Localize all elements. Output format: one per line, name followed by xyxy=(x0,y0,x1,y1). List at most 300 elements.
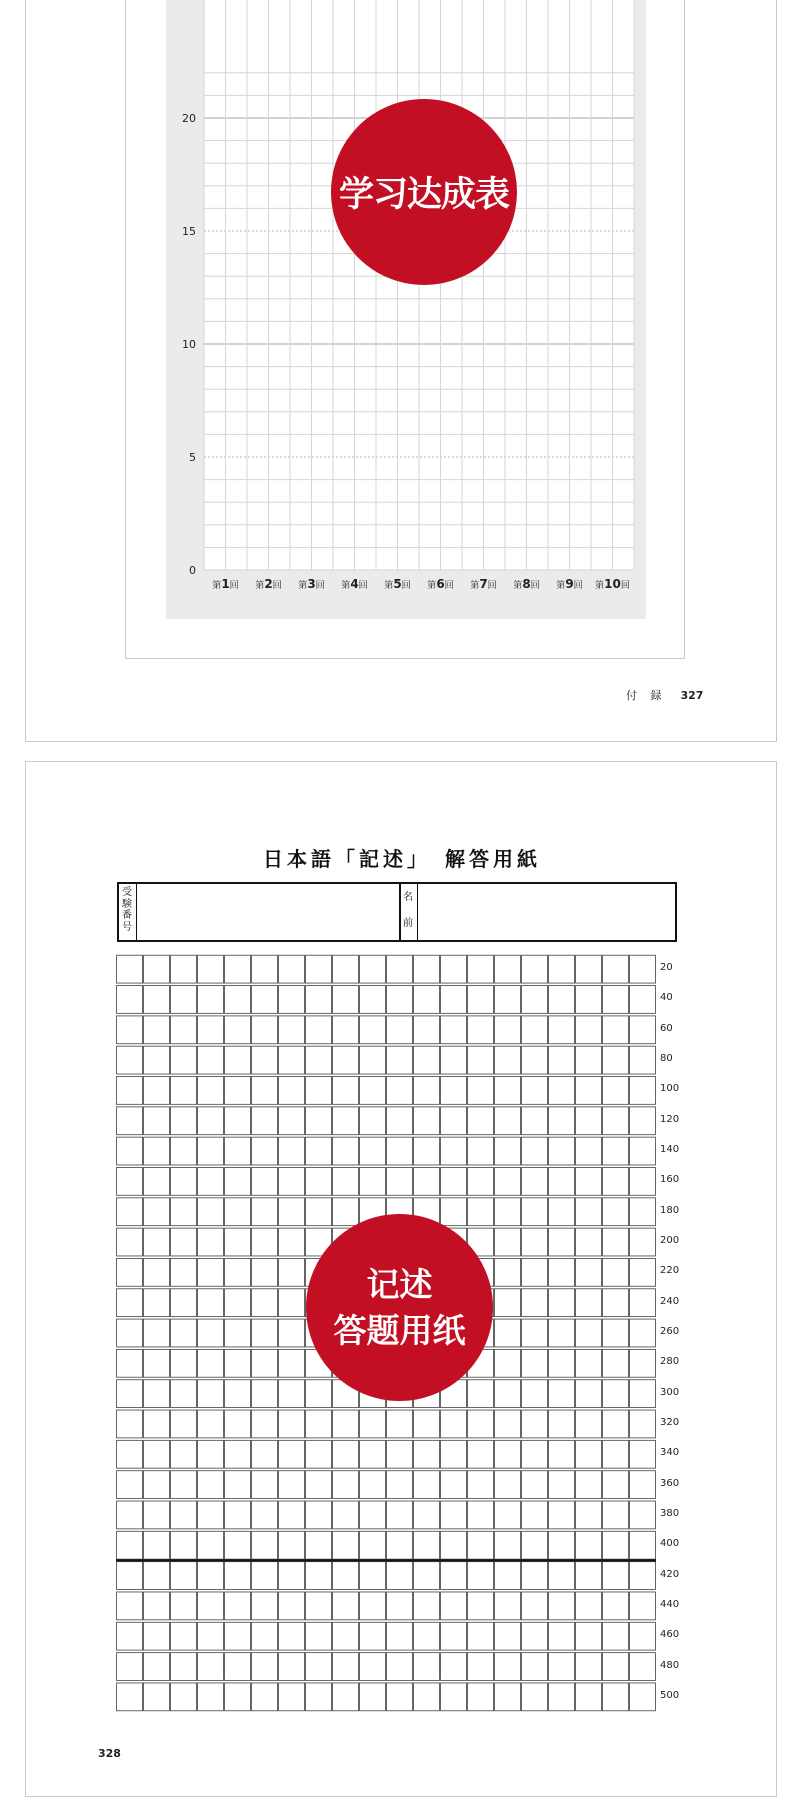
grid-cell[interactable] xyxy=(333,1622,359,1650)
grid-cell[interactable] xyxy=(603,1258,629,1286)
grid-cell[interactable] xyxy=(360,1137,386,1165)
grid-cell[interactable] xyxy=(495,1562,521,1590)
grid-cell[interactable] xyxy=(360,1046,386,1074)
grid-cell[interactable] xyxy=(630,955,656,983)
grid-cell[interactable] xyxy=(225,1501,251,1529)
grid-cell[interactable] xyxy=(279,1471,305,1499)
grid-cell[interactable] xyxy=(360,986,386,1014)
grid-cell[interactable] xyxy=(495,1107,521,1135)
grid-cell[interactable] xyxy=(279,1016,305,1044)
grid-cell[interactable] xyxy=(171,1167,197,1195)
grid-cell[interactable] xyxy=(387,986,413,1014)
grid-cell[interactable] xyxy=(144,1198,170,1226)
grid-cell[interactable] xyxy=(117,1107,143,1135)
grid-cell[interactable] xyxy=(333,1440,359,1468)
grid-cell[interactable] xyxy=(468,1531,494,1559)
grid-cell[interactable] xyxy=(198,1653,224,1681)
grid-cell[interactable] xyxy=(576,986,602,1014)
grid-cell[interactable] xyxy=(630,1440,656,1468)
grid-cell[interactable] xyxy=(495,1349,521,1377)
grid-cell[interactable] xyxy=(225,1410,251,1438)
grid-cell[interactable] xyxy=(360,1167,386,1195)
grid-cell[interactable] xyxy=(306,1198,332,1226)
grid-cell[interactable] xyxy=(144,1137,170,1165)
grid-cell[interactable] xyxy=(279,1077,305,1105)
grid-cell[interactable] xyxy=(468,1471,494,1499)
grid-cell[interactable] xyxy=(522,1622,548,1650)
grid-cell[interactable] xyxy=(279,955,305,983)
grid-cell[interactable] xyxy=(144,1319,170,1347)
grid-cell[interactable] xyxy=(144,1167,170,1195)
grid-cell[interactable] xyxy=(117,1380,143,1408)
grid-cell[interactable] xyxy=(252,1198,278,1226)
grid-cell[interactable] xyxy=(414,1167,440,1195)
grid-cell[interactable] xyxy=(495,955,521,983)
grid-cell[interactable] xyxy=(252,1077,278,1105)
grid-cell[interactable] xyxy=(117,1077,143,1105)
grid-cell[interactable] xyxy=(225,986,251,1014)
grid-cell[interactable] xyxy=(171,1592,197,1620)
grid-cell[interactable] xyxy=(576,1653,602,1681)
grid-cell[interactable] xyxy=(630,1016,656,1044)
grid-cell[interactable] xyxy=(117,986,143,1014)
grid-cell[interactable] xyxy=(117,1137,143,1165)
grid-cell[interactable] xyxy=(279,1440,305,1468)
grid-cell[interactable] xyxy=(198,1622,224,1650)
grid-cell[interactable] xyxy=(360,1440,386,1468)
grid-cell[interactable] xyxy=(171,1562,197,1590)
exam-number-field[interactable] xyxy=(137,884,399,940)
grid-cell[interactable] xyxy=(630,1137,656,1165)
grid-cell[interactable] xyxy=(198,1683,224,1711)
grid-cell[interactable] xyxy=(198,1137,224,1165)
grid-cell[interactable] xyxy=(279,986,305,1014)
grid-cell[interactable] xyxy=(225,1046,251,1074)
grid-cell[interactable] xyxy=(576,1016,602,1044)
grid-cell[interactable] xyxy=(522,955,548,983)
grid-cell[interactable] xyxy=(495,1228,521,1256)
grid-cell[interactable] xyxy=(117,1258,143,1286)
grid-cell[interactable] xyxy=(549,1501,575,1529)
grid-cell[interactable] xyxy=(360,1107,386,1135)
grid-cell[interactable] xyxy=(495,1471,521,1499)
grid-cell[interactable] xyxy=(171,1289,197,1317)
grid-cell[interactable] xyxy=(549,1349,575,1377)
grid-cell[interactable] xyxy=(387,1167,413,1195)
grid-cell[interactable] xyxy=(387,1653,413,1681)
grid-cell[interactable] xyxy=(630,1531,656,1559)
grid-cell[interactable] xyxy=(414,1501,440,1529)
grid-cell[interactable] xyxy=(630,1228,656,1256)
grid-cell[interactable] xyxy=(630,1077,656,1105)
grid-cell[interactable] xyxy=(252,1107,278,1135)
grid-cell[interactable] xyxy=(441,1622,467,1650)
grid-cell[interactable] xyxy=(441,1471,467,1499)
grid-cell[interactable] xyxy=(549,986,575,1014)
grid-cell[interactable] xyxy=(225,1349,251,1377)
grid-cell[interactable] xyxy=(144,1683,170,1711)
grid-cell[interactable] xyxy=(279,1562,305,1590)
grid-cell[interactable] xyxy=(252,1137,278,1165)
grid-cell[interactable] xyxy=(333,1107,359,1135)
grid-cell[interactable] xyxy=(387,1046,413,1074)
grid-cell[interactable] xyxy=(144,1410,170,1438)
grid-cell[interactable] xyxy=(171,1683,197,1711)
grid-cell[interactable] xyxy=(306,1501,332,1529)
grid-cell[interactable] xyxy=(360,1653,386,1681)
grid-cell[interactable] xyxy=(414,1683,440,1711)
grid-cell[interactable] xyxy=(171,986,197,1014)
grid-cell[interactable] xyxy=(630,1167,656,1195)
grid-cell[interactable] xyxy=(549,1653,575,1681)
grid-cell[interactable] xyxy=(198,1380,224,1408)
grid-cell[interactable] xyxy=(279,1622,305,1650)
grid-cell[interactable] xyxy=(225,1167,251,1195)
grid-cell[interactable] xyxy=(225,1289,251,1317)
grid-cell[interactable] xyxy=(603,1592,629,1620)
grid-cell[interactable] xyxy=(603,1622,629,1650)
grid-cell[interactable] xyxy=(117,1319,143,1347)
grid-cell[interactable] xyxy=(117,1289,143,1317)
grid-cell[interactable] xyxy=(333,1410,359,1438)
grid-cell[interactable] xyxy=(171,1228,197,1256)
grid-cell[interactable] xyxy=(495,1531,521,1559)
grid-cell[interactable] xyxy=(333,1683,359,1711)
grid-cell[interactable] xyxy=(360,1016,386,1044)
grid-cell[interactable] xyxy=(630,1319,656,1347)
grid-cell[interactable] xyxy=(144,1440,170,1468)
grid-cell[interactable] xyxy=(468,1380,494,1408)
grid-cell[interactable] xyxy=(549,1077,575,1105)
grid-cell[interactable] xyxy=(252,1471,278,1499)
grid-cell[interactable] xyxy=(576,1228,602,1256)
grid-cell[interactable] xyxy=(468,1653,494,1681)
grid-cell[interactable] xyxy=(144,1380,170,1408)
grid-cell[interactable] xyxy=(522,1471,548,1499)
grid-cell[interactable] xyxy=(252,1501,278,1529)
grid-cell[interactable] xyxy=(225,1531,251,1559)
grid-cell[interactable] xyxy=(360,1410,386,1438)
grid-cell[interactable] xyxy=(468,1107,494,1135)
grid-cell[interactable] xyxy=(171,1501,197,1529)
grid-cell[interactable] xyxy=(441,1107,467,1135)
grid-cell[interactable] xyxy=(252,1046,278,1074)
grid-cell[interactable] xyxy=(576,955,602,983)
grid-cell[interactable] xyxy=(549,1683,575,1711)
grid-cell[interactable] xyxy=(468,1562,494,1590)
grid-cell[interactable] xyxy=(414,1137,440,1165)
grid-cell[interactable] xyxy=(306,1380,332,1408)
grid-cell[interactable] xyxy=(117,1198,143,1226)
grid-cell[interactable] xyxy=(225,1319,251,1347)
grid-cell[interactable] xyxy=(333,1531,359,1559)
grid-cell[interactable] xyxy=(360,955,386,983)
grid-cell[interactable] xyxy=(441,1137,467,1165)
grid-cell[interactable] xyxy=(441,986,467,1014)
grid-cell[interactable] xyxy=(495,1501,521,1529)
grid-cell[interactable] xyxy=(387,1440,413,1468)
grid-cell[interactable] xyxy=(387,1137,413,1165)
grid-cell[interactable] xyxy=(144,1471,170,1499)
grid-cell[interactable] xyxy=(387,1562,413,1590)
grid-cell[interactable] xyxy=(144,1046,170,1074)
grid-cell[interactable] xyxy=(279,1289,305,1317)
grid-cell[interactable] xyxy=(333,1562,359,1590)
grid-cell[interactable] xyxy=(387,1683,413,1711)
grid-cell[interactable] xyxy=(306,1046,332,1074)
grid-cell[interactable] xyxy=(414,1016,440,1044)
grid-cell[interactable] xyxy=(576,1167,602,1195)
grid-cell[interactable] xyxy=(603,1228,629,1256)
grid-cell[interactable] xyxy=(306,1653,332,1681)
grid-cell[interactable] xyxy=(630,1683,656,1711)
grid-cell[interactable] xyxy=(495,1016,521,1044)
grid-cell[interactable] xyxy=(171,1349,197,1377)
grid-cell[interactable] xyxy=(603,1440,629,1468)
grid-cell[interactable] xyxy=(549,1258,575,1286)
grid-cell[interactable] xyxy=(468,1592,494,1620)
grid-cell[interactable] xyxy=(495,1137,521,1165)
grid-cell[interactable] xyxy=(252,1622,278,1650)
grid-cell[interactable] xyxy=(495,1622,521,1650)
grid-cell[interactable] xyxy=(333,1077,359,1105)
grid-cell[interactable] xyxy=(468,1440,494,1468)
grid-cell[interactable] xyxy=(279,1107,305,1135)
grid-cell[interactable] xyxy=(441,1167,467,1195)
grid-cell[interactable] xyxy=(225,955,251,983)
grid-cell[interactable] xyxy=(279,1501,305,1529)
grid-cell[interactable] xyxy=(549,1440,575,1468)
grid-cell[interactable] xyxy=(603,1137,629,1165)
grid-cell[interactable] xyxy=(333,1592,359,1620)
grid-cell[interactable] xyxy=(630,1349,656,1377)
grid-cell[interactable] xyxy=(441,1410,467,1438)
grid-cell[interactable] xyxy=(603,1319,629,1347)
grid-cell[interactable] xyxy=(522,1501,548,1529)
grid-cell[interactable] xyxy=(333,955,359,983)
grid-cell[interactable] xyxy=(630,1289,656,1317)
grid-cell[interactable] xyxy=(522,1258,548,1286)
grid-cell[interactable] xyxy=(171,1077,197,1105)
grid-cell[interactable] xyxy=(441,1077,467,1105)
grid-cell[interactable] xyxy=(603,1349,629,1377)
grid-cell[interactable] xyxy=(603,1410,629,1438)
grid-cell[interactable] xyxy=(522,1592,548,1620)
grid-cell[interactable] xyxy=(117,1440,143,1468)
grid-cell[interactable] xyxy=(576,1531,602,1559)
grid-cell[interactable] xyxy=(522,986,548,1014)
grid-cell[interactable] xyxy=(495,1319,521,1347)
grid-cell[interactable] xyxy=(252,955,278,983)
grid-cell[interactable] xyxy=(630,1046,656,1074)
grid-cell[interactable] xyxy=(198,1410,224,1438)
grid-cell[interactable] xyxy=(333,1137,359,1165)
grid-cell[interactable] xyxy=(387,1077,413,1105)
grid-cell[interactable] xyxy=(495,986,521,1014)
grid-cell[interactable] xyxy=(198,1289,224,1317)
name-field[interactable] xyxy=(419,884,675,940)
grid-cell[interactable] xyxy=(630,1380,656,1408)
grid-cell[interactable] xyxy=(252,1440,278,1468)
grid-cell[interactable] xyxy=(603,986,629,1014)
grid-cell[interactable] xyxy=(495,1683,521,1711)
grid-cell[interactable] xyxy=(117,1592,143,1620)
grid-cell[interactable] xyxy=(117,1167,143,1195)
grid-cell[interactable] xyxy=(522,1167,548,1195)
grid-cell[interactable] xyxy=(171,1046,197,1074)
grid-cell[interactable] xyxy=(387,1016,413,1044)
grid-cell[interactable] xyxy=(225,1562,251,1590)
grid-cell[interactable] xyxy=(117,1471,143,1499)
grid-cell[interactable] xyxy=(549,1471,575,1499)
grid-cell[interactable] xyxy=(279,1410,305,1438)
grid-cell[interactable] xyxy=(198,1501,224,1529)
grid-cell[interactable] xyxy=(576,1592,602,1620)
grid-cell[interactable] xyxy=(360,1077,386,1105)
grid-cell[interactable] xyxy=(522,1410,548,1438)
grid-cell[interactable] xyxy=(171,1319,197,1347)
grid-cell[interactable] xyxy=(252,1319,278,1347)
grid-cell[interactable] xyxy=(333,1653,359,1681)
grid-cell[interactable] xyxy=(468,1410,494,1438)
grid-cell[interactable] xyxy=(576,1258,602,1286)
grid-cell[interactable] xyxy=(225,1228,251,1256)
grid-cell[interactable] xyxy=(387,955,413,983)
grid-cell[interactable] xyxy=(171,1622,197,1650)
grid-cell[interactable] xyxy=(225,1592,251,1620)
grid-cell[interactable] xyxy=(360,1531,386,1559)
grid-cell[interactable] xyxy=(198,1107,224,1135)
grid-cell[interactable] xyxy=(117,1653,143,1681)
grid-cell[interactable] xyxy=(198,1258,224,1286)
grid-cell[interactable] xyxy=(576,1137,602,1165)
grid-cell[interactable] xyxy=(306,1471,332,1499)
grid-cell[interactable] xyxy=(279,1349,305,1377)
grid-cell[interactable] xyxy=(306,1562,332,1590)
grid-cell[interactable] xyxy=(576,1410,602,1438)
grid-cell[interactable] xyxy=(279,1592,305,1620)
grid-cell[interactable] xyxy=(387,1107,413,1135)
grid-cell[interactable] xyxy=(171,1440,197,1468)
grid-cell[interactable] xyxy=(549,1289,575,1317)
grid-cell[interactable] xyxy=(306,1440,332,1468)
grid-cell[interactable] xyxy=(225,1440,251,1468)
grid-cell[interactable] xyxy=(333,1471,359,1499)
grid-cell[interactable] xyxy=(414,1622,440,1650)
grid-cell[interactable] xyxy=(603,1289,629,1317)
grid-cell[interactable] xyxy=(549,1319,575,1347)
grid-cell[interactable] xyxy=(603,955,629,983)
grid-cell[interactable] xyxy=(171,955,197,983)
grid-cell[interactable] xyxy=(279,1683,305,1711)
grid-cell[interactable] xyxy=(225,1107,251,1135)
grid-cell[interactable] xyxy=(252,1683,278,1711)
grid-cell[interactable] xyxy=(441,1198,467,1226)
grid-cell[interactable] xyxy=(306,1592,332,1620)
grid-cell[interactable] xyxy=(360,1501,386,1529)
grid-cell[interactable] xyxy=(171,1471,197,1499)
grid-cell[interactable] xyxy=(387,1531,413,1559)
grid-cell[interactable] xyxy=(495,1410,521,1438)
grid-cell[interactable] xyxy=(495,1198,521,1226)
grid-cell[interactable] xyxy=(144,1562,170,1590)
grid-cell[interactable] xyxy=(630,1198,656,1226)
grid-cell[interactable] xyxy=(414,1107,440,1135)
grid-cell[interactable] xyxy=(549,1562,575,1590)
grid-cell[interactable] xyxy=(630,1410,656,1438)
grid-cell[interactable] xyxy=(333,1198,359,1226)
grid-cell[interactable] xyxy=(252,1562,278,1590)
grid-cell[interactable] xyxy=(576,1380,602,1408)
grid-cell[interactable] xyxy=(549,1107,575,1135)
grid-cell[interactable] xyxy=(144,1107,170,1135)
grid-cell[interactable] xyxy=(252,1167,278,1195)
grid-cell[interactable] xyxy=(495,1258,521,1286)
grid-cell[interactable] xyxy=(117,1562,143,1590)
grid-cell[interactable] xyxy=(198,1167,224,1195)
grid-cell[interactable] xyxy=(225,1622,251,1650)
grid-cell[interactable] xyxy=(360,1592,386,1620)
grid-cell[interactable] xyxy=(171,1258,197,1286)
grid-cell[interactable] xyxy=(387,1410,413,1438)
grid-cell[interactable] xyxy=(117,1228,143,1256)
grid-cell[interactable] xyxy=(603,1198,629,1226)
grid-cell[interactable] xyxy=(252,1531,278,1559)
grid-cell[interactable] xyxy=(549,1167,575,1195)
grid-cell[interactable] xyxy=(468,1501,494,1529)
grid-cell[interactable] xyxy=(225,1137,251,1165)
grid-cell[interactable] xyxy=(225,1016,251,1044)
grid-cell[interactable] xyxy=(576,1289,602,1317)
grid-cell[interactable] xyxy=(117,1016,143,1044)
grid-cell[interactable] xyxy=(198,1319,224,1347)
grid-cell[interactable] xyxy=(171,1410,197,1438)
grid-cell[interactable] xyxy=(495,1653,521,1681)
grid-cell[interactable] xyxy=(468,1167,494,1195)
grid-cell[interactable] xyxy=(576,1683,602,1711)
grid-cell[interactable] xyxy=(603,1531,629,1559)
grid-cell[interactable] xyxy=(279,1319,305,1347)
grid-cell[interactable] xyxy=(387,1501,413,1529)
grid-cell[interactable] xyxy=(414,986,440,1014)
grid-cell[interactable] xyxy=(279,1198,305,1226)
grid-cell[interactable] xyxy=(441,1562,467,1590)
grid-cell[interactable] xyxy=(630,1592,656,1620)
grid-cell[interactable] xyxy=(198,1592,224,1620)
grid-cell[interactable] xyxy=(414,1046,440,1074)
grid-cell[interactable] xyxy=(522,1228,548,1256)
grid-cell[interactable] xyxy=(522,1440,548,1468)
grid-cell[interactable] xyxy=(144,1077,170,1105)
grid-cell[interactable] xyxy=(279,1167,305,1195)
grid-cell[interactable] xyxy=(252,1349,278,1377)
grid-cell[interactable] xyxy=(603,1167,629,1195)
grid-cell[interactable] xyxy=(576,1319,602,1347)
grid-cell[interactable] xyxy=(495,1077,521,1105)
grid-cell[interactable] xyxy=(522,1077,548,1105)
grid-cell[interactable] xyxy=(252,1289,278,1317)
grid-cell[interactable] xyxy=(441,1531,467,1559)
grid-cell[interactable] xyxy=(198,1349,224,1377)
grid-cell[interactable] xyxy=(522,1380,548,1408)
grid-cell[interactable] xyxy=(603,1107,629,1135)
grid-cell[interactable] xyxy=(441,1592,467,1620)
grid-cell[interactable] xyxy=(252,1410,278,1438)
grid-cell[interactable] xyxy=(414,1653,440,1681)
grid-cell[interactable] xyxy=(549,1531,575,1559)
grid-cell[interactable] xyxy=(279,1258,305,1286)
grid-cell[interactable] xyxy=(603,1380,629,1408)
